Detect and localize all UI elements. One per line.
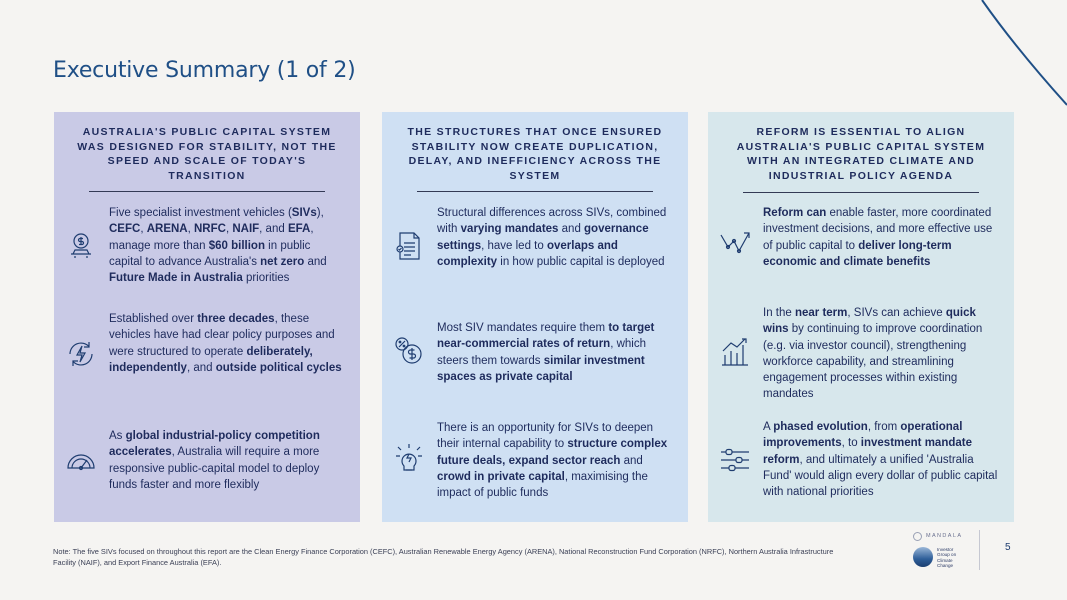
- page-number: 5: [1005, 542, 1011, 553]
- column-heading: REFORM IS ESSENTIAL TO ALIGN AUSTRALIA'S PUBLIC CAPITAL SYSTEM WITH AN INTEGRATED CLIMATE AND INDUSTRIAL POLICY AGENDA: [736, 126, 986, 182]
- column-heading: THE STRUCTURES THAT ONCE ENSURED STABILITY NOW CREATE DUPLICATION, DELAY, AND INEFFICIENCY ACROSS THE SYSTEM: [407, 126, 663, 182]
- page-title: Executive Summary (1 of 2): [53, 58, 356, 83]
- mandala-mark-icon: [913, 532, 922, 541]
- column-reform: [708, 112, 1014, 522]
- summary-text: Most SIV mandates require them to target near-commercial rates of return, which steers them towards similar investment spaces as private capital: [437, 322, 655, 383]
- trend-arrow-icon: [718, 227, 752, 261]
- igcc-wordmark: Investor Group on Climate Change: [937, 547, 957, 569]
- column-divider: [89, 191, 325, 192]
- sliders-icon: [718, 443, 752, 477]
- summary-text: A phased evolution, from operational improvements, to investment mandate reform, and ultimately a unified 'Australia Fund' would align every dollar of public capital with national priorities: [763, 421, 998, 499]
- igcc-globe-icon: [913, 547, 933, 567]
- percent-dollar-icon: [392, 334, 426, 368]
- igcc-logo: [913, 547, 963, 569]
- column-stability: [54, 112, 360, 522]
- summary-text: Structural differences across SIVs, combined with varying mandates and governance settings, have led to overlaps and complexity in how public capital is deployed: [437, 207, 667, 268]
- summary-text: Reform can enable faster, more coordinated investment decisions, and more effective use of public capital to deliver long-term economic and climate benefits: [763, 207, 993, 268]
- summary-text: There is an opportunity for SIVs to deepen their internal capability to structure complex future deals, expand sector reach and crowd in private capital, maximising the impact of public funds: [437, 422, 668, 500]
- summary-text: Five specialist investment vehicles (SIVs), CEFC, ARENA, NRFC, NAIF, and EFA, manage more than $60 billion in public capital to advance Australia's net zero and Future Made in Australia priorities: [109, 207, 327, 285]
- footer-divider: [979, 530, 980, 570]
- summary-text: As global industrial-policy competition accelerates, Australia will require a more responsive public-capital model to deploy funds faster and more flexibly: [109, 430, 320, 491]
- document-checklist-icon: [392, 229, 426, 263]
- money-car-icon: [64, 229, 98, 263]
- column-divider: [743, 192, 979, 193]
- column-divider: [417, 191, 653, 192]
- column-heading: AUSTRALIA'S PUBLIC CAPITAL SYSTEM WAS DESIGNED FOR STABILITY, NOT THE SPEED AND SCALE OF TODAY'S TRANSITION: [77, 126, 337, 182]
- energy-cycle-icon: [64, 337, 98, 371]
- speedometer-icon: [64, 444, 98, 478]
- summary-text: In the near term, SIVs can achieve quick wins by continuing to improve coordination (e.g. via investor council), strengthening workforce capability, and streamlining engagement processes within existing mandates: [763, 307, 983, 401]
- mandala-wordmark: MANDALA: [926, 533, 963, 539]
- growth-chart-icon: [718, 335, 752, 369]
- brain-network-icon: [392, 442, 426, 476]
- summary-text: Established over three decades, these vehicles have had clear policy purposes and were structured to operate deliberately, independently, and outside political cycles: [109, 313, 342, 374]
- footnote: Note: The five SIVs focused on throughout this report are the Clean Energy Finance Corporation (CEFC), Australian Renewable Energy Agency (ARENA), National Reconstruction Fund Corporation (NRFC), Northern Australia Infrastructure Facility (NAIF), and Export Finance Australia (EFA).: [53, 547, 834, 567]
- column-inefficiency: [382, 112, 688, 522]
- mandala-logo: [913, 530, 962, 542]
